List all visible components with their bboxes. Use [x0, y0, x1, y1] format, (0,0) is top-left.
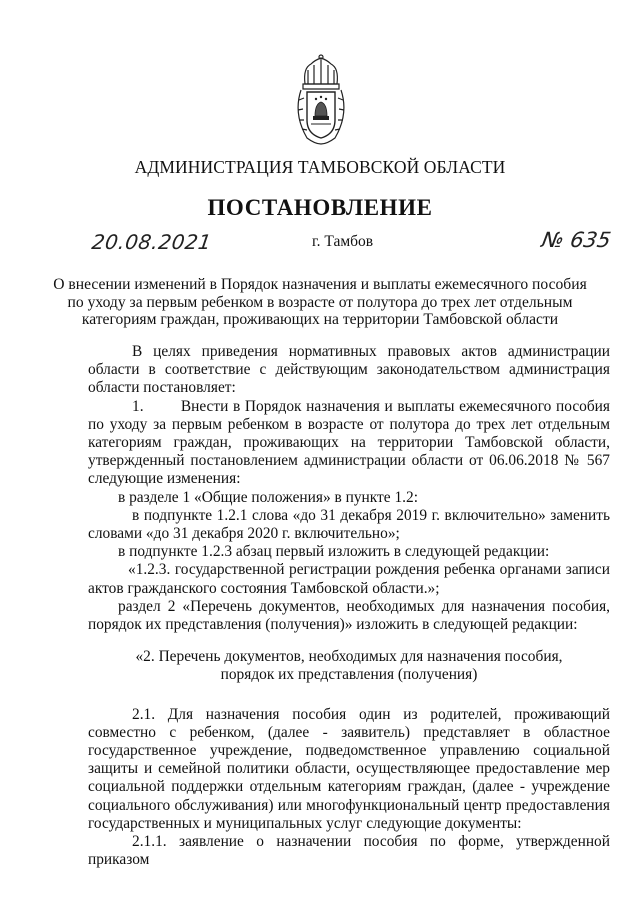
document-number: № 635 — [539, 228, 613, 252]
document-type: ПОСТАНОВЛЕНИЕ — [207, 195, 433, 220]
document-city: г. Тамбов — [312, 233, 374, 250]
item-1-text: Внести в Порядок назначения и выплаты ежемесячного пособия по уходу за первым ребенком в возрасте от полутора до трех лет отдельным категориям граждан, проживающих на территории Тамбовской области, утвержденный постановлением администрации области от 06.06.2018 № 567 следующие изменения: — [88, 397, 610, 488]
tambov-coat-of-arms-icon — [295, 54, 347, 146]
subject-line: по уходу за первым ребенком в возрасте от полутора до трех лет отдельным — [67, 293, 573, 311]
item-1-number: 1. — [132, 397, 144, 415]
subject-line: О внесении изменений в Порядок назначения и выплаты ежемесячного пособия — [53, 276, 587, 293]
clause-2-1-1-paragraph: 2.1.1. заявление о назначении пособия по форме, утвержденной приказом — [88, 833, 610, 869]
preamble-paragraph: В целях приведения нормативных правовых актов администрации области в соответствие с действующим законодательством администрация области постановляет: — [88, 343, 610, 397]
subpoint-1-2-1-paragraph: в подпункте 1.2.1 слова «до 31 декабря 2019 г. включительно» заменить словами «до 31 декабря 2020 г. включительно»; — [88, 506, 610, 543]
subject-line: категориям граждан, проживающих на территории Тамбовской области — [81, 311, 559, 329]
subpoint-1-2-3-paragraph: в подпункте 1.2.3 абзац первый изложить в следующей редакции: — [118, 543, 550, 561]
document-subject — [0, 276, 640, 329]
section-2-title — [88, 648, 610, 684]
document-body — [88, 343, 610, 869]
agency-name: АДМИНИСТРАЦИЯ ТАМБОВСКОЙ ОБЛАСТИ — [134, 157, 506, 177]
section-2-title-line: порядок их представления (получения) — [220, 666, 478, 684]
clause-2-1-paragraph: 2.1. Для назначения пособия один из родителей, проживающий совместно с ребенком, (далее - заявитель) представляет в областное государственное учреждение, подведомственное управлению социальной защиты и семейной политики области, осуществляющее предоставление мер социальной поддержки отдельным категориям граждан, (далее - учреждение социального обслуживания) или многофункциональный центр предоставления государственных и муниципальных услуг следующие документы: — [88, 705, 610, 832]
document-date: 20.08.2021 — [90, 230, 214, 254]
section-1-paragraph: в разделе 1 «Общие положения» в пункте 1.2: — [118, 488, 418, 506]
subpoint-1-2-3-quote: «1.2.3. государственной регистрации рождения ребенка органами записи актов гражданского состояния Тамбовской области.»; — [88, 561, 610, 597]
item-1-paragraph — [88, 398, 610, 489]
section-2-paragraph: раздел 2 «Перечень документов, необходимых для назначения пособия, порядок их представления (получения)» изложить в следующей редакции: — [88, 597, 610, 634]
section-2-title-line: «2. Перечень документов, необходимых для назначения пособия, — [135, 648, 563, 666]
